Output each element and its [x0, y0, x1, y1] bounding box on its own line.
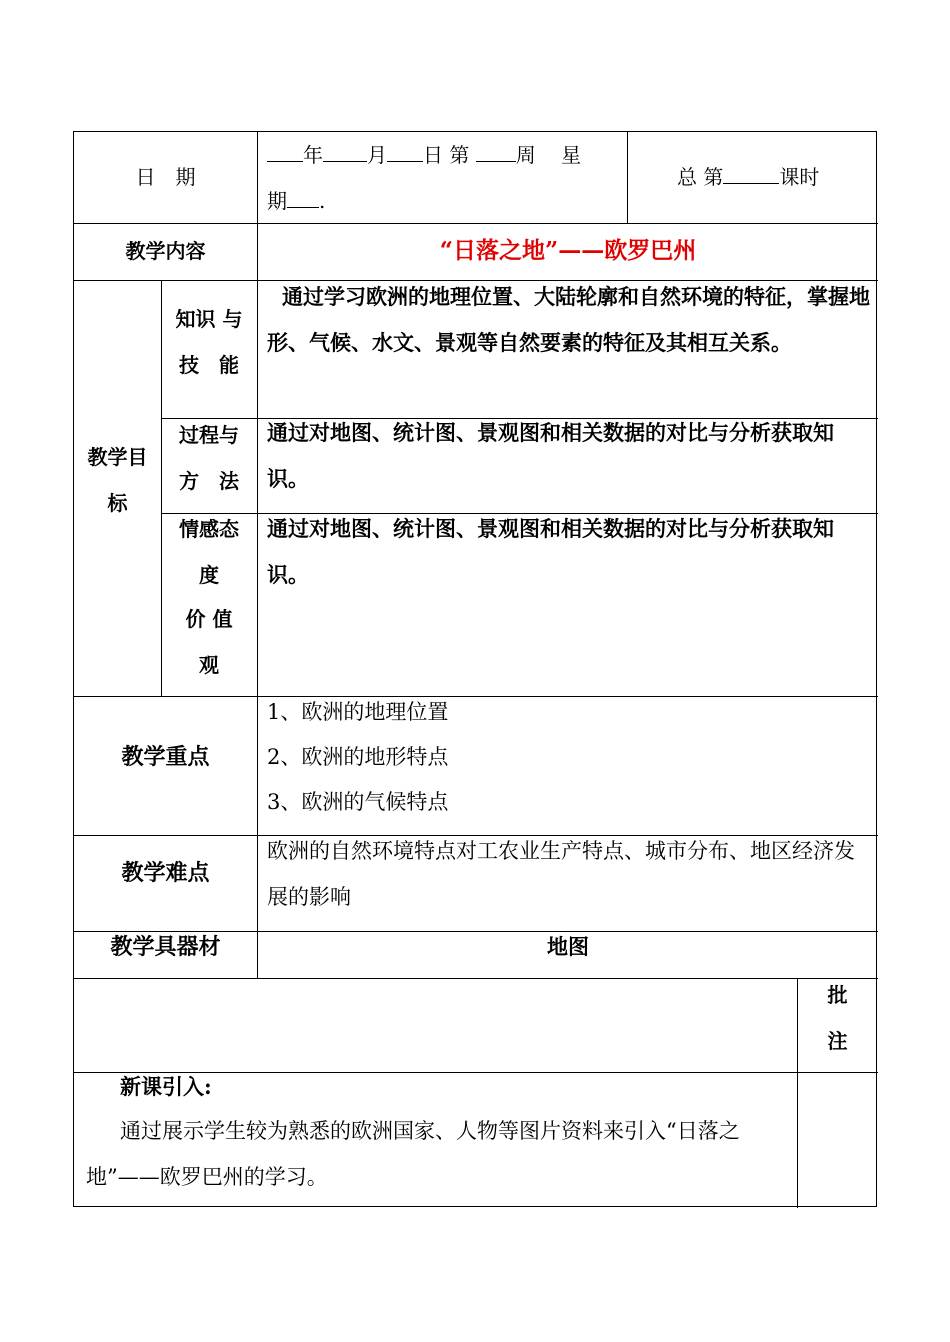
knowledge-label-1: 知识 与 [175, 307, 243, 331]
week-label: 周 [515, 143, 536, 167]
date-label: 日 期 [135, 165, 196, 189]
key-point-item: 2、欧洲的地形特点 [267, 745, 449, 769]
notes-label-1: 批 [827, 983, 848, 1007]
month-blank[interactable] [323, 141, 367, 162]
objectives-label-1: 教学目 [87, 445, 148, 469]
date-end: . [319, 189, 326, 213]
notes-label-2: 注 [827, 1029, 848, 1053]
emotion-text: 通过对地图、统计图、景观图和相关数据的对比与分析获取知识。 [267, 516, 834, 587]
difficulties-label: 教学难点 [121, 860, 210, 886]
date-fields-line2 [267, 178, 325, 224]
emotion-label-4: 观 [199, 653, 219, 677]
row-divider [74, 978, 878, 979]
emotion-label-3: 价 值 [185, 607, 233, 631]
weekday-label-2: 期 [267, 189, 287, 213]
day-week-label: 日 第 [423, 143, 470, 167]
content-title: “日落之地”——欧罗巴州 [439, 237, 697, 264]
key-point-item: 1、欧洲的地理位置 [267, 700, 449, 724]
knowledge-label-2: 技 能 [179, 353, 239, 377]
intro-text: 通过展示学生较为熟悉的欧洲国家、人物等图片资料来引入“日落之地”——欧罗巴州的学习。 [86, 1119, 740, 1189]
emotion-label-1: 情感态 [179, 517, 239, 541]
year-blank[interactable] [267, 141, 303, 162]
lesson-plan-table [73, 131, 877, 1207]
difficulties-text: 欧洲的自然环境特点对工农业生产特点、城市分布、地区经济发展的影响 [267, 839, 855, 909]
row-divider [74, 223, 878, 224]
equipment-value: 地图 [547, 934, 589, 959]
key-point-item: 3、欧洲的气候特点 [267, 790, 449, 814]
total-blank[interactable] [723, 163, 779, 184]
weekday-label: 星 [561, 143, 582, 167]
year-label: 年 [303, 143, 323, 167]
process-label-1: 过程与 [179, 423, 239, 447]
process-label-2: 方 法 [179, 469, 239, 493]
emotion-label-2: 度 [199, 563, 219, 587]
content-label: 教学内容 [125, 239, 206, 263]
total-lesson-field [677, 154, 819, 200]
process-text: 通过对地图、统计图、景观图和相关数据的对比与分析获取知识。 [267, 420, 834, 491]
row-divider [74, 696, 878, 697]
knowledge-text: 通过学习欧洲的地理位置、大陆轮廓和自然环境的特征，掌握地形、气候、水文、景观等自然要素的特征及其相互关系。 [267, 284, 870, 355]
date-fields [267, 132, 622, 178]
day-blank[interactable] [387, 141, 423, 162]
key-points-label: 教学重点 [121, 744, 210, 770]
month-label: 月 [367, 143, 387, 167]
lesson-label: 课时 [779, 165, 820, 189]
week-blank[interactable] [476, 141, 516, 162]
objectives-label-2: 标 [107, 491, 128, 515]
intro-heading: 新课引入: [120, 1074, 212, 1099]
equipment-label: 教学具器材 [110, 934, 221, 960]
column-divider [627, 132, 628, 223]
weekday-blank[interactable] [287, 187, 319, 208]
total-label: 总 第 [677, 165, 724, 189]
